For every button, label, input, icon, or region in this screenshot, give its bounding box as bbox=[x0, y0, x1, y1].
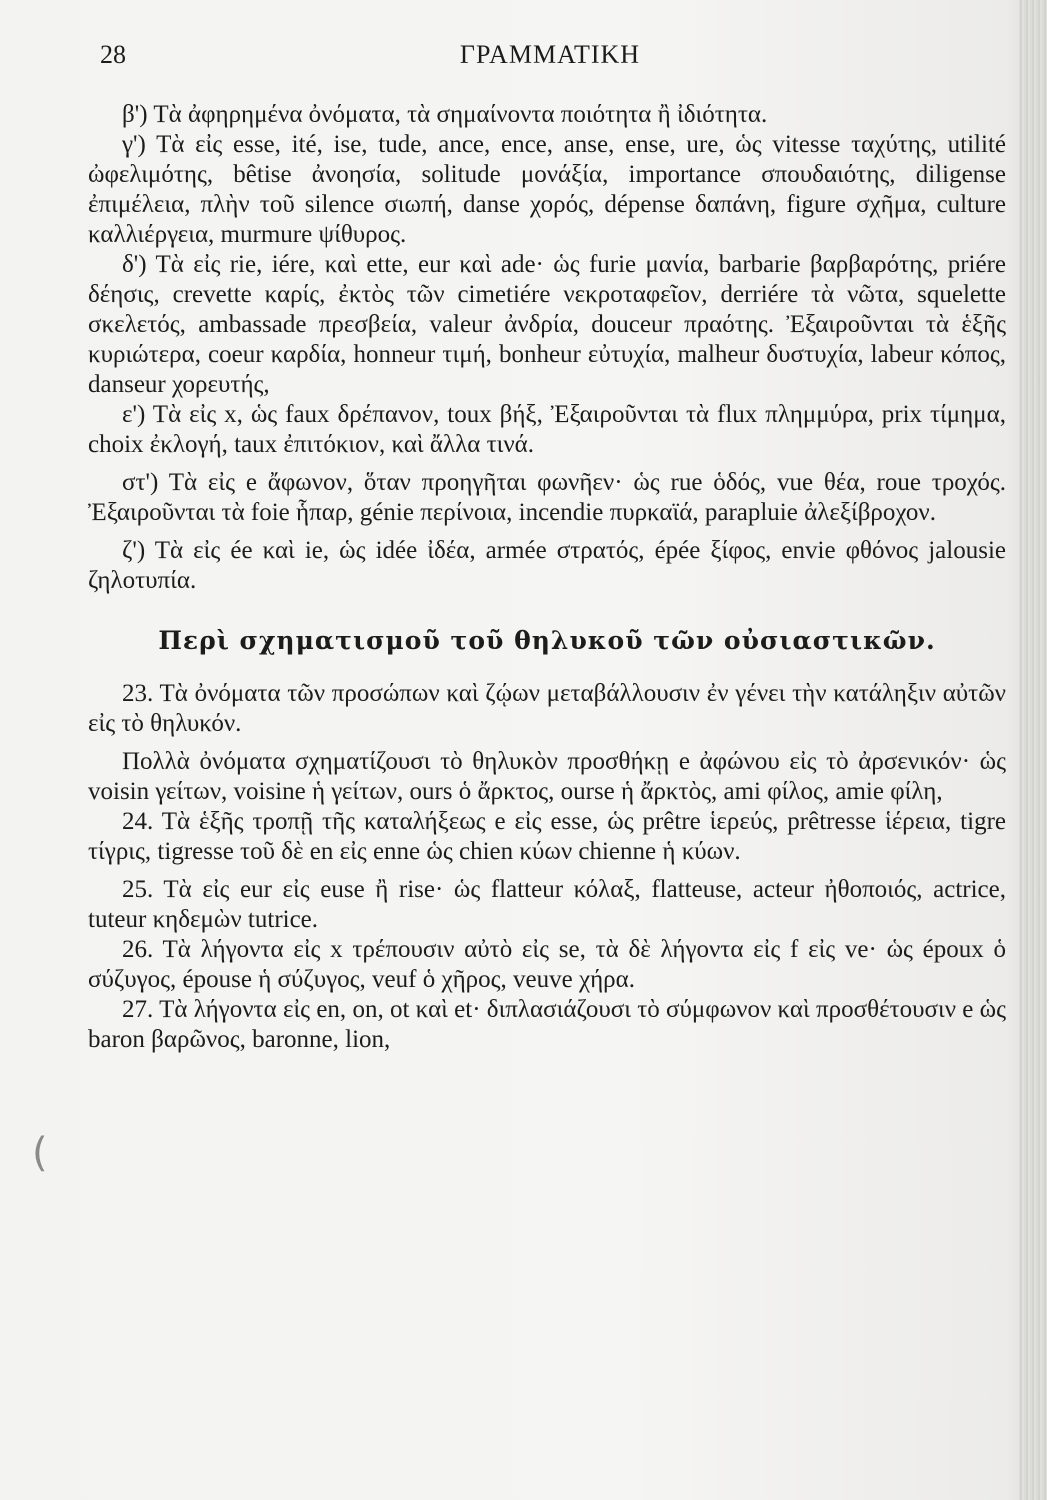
page-body bbox=[88, 100, 1006, 1055]
paragraph-26: 26. Τὰ λήγοντα εἰς x τρέπουσιν αὐτὸ εἰς se, τὰ δὲ λήγοντα εἰς f εἰς ve· ὡς époux ὁ σύζυγος, épouse ἡ σύζυγος, veuf ὁ χῆρος, veuve χήρα. bbox=[88, 936, 1006, 993]
paragraph-zeta: ζ') Τὰ εἰς ée καὶ ie, ὡς idée ἰδέα, armée στρατός, épée ξίφος, envie φθόνος jalousie ζηλοτυπία. bbox=[88, 537, 1006, 594]
paragraph-beta: β') Τὰ ἀφηρημένα ὀνόματα, τὰ σημαίνοντα ποιότητα ἢ ἰδιότητα. bbox=[122, 101, 768, 128]
paragraph-gamma: γ') Τὰ εἰς esse, ité, ise, tude, ance, ence, anse, ense, ure, ὡς vitesse ταχύτης, utilité ὠφελιμότης, bêtise ἀνοησία, solitude μονάξία, importance σπουδαιότης, diligense ἐπιμέλεια, πλὴν τοῦ silence σιωπή, danse χορός, dépense δαπάνη, figure σχῆμα, culture καλλιέργεια, murmure ψίθυρος. bbox=[88, 131, 1006, 248]
page-edge bbox=[1019, 0, 1047, 1500]
section-heading: Περὶ σχηματισμοῦ τοῦ θηλυκοῦ τῶν οὐσιαστικῶν. bbox=[158, 626, 936, 655]
paragraph-epsilon: ε') Τὰ εἰς x, ὡς faux δρέπανον, toux βήξ, Ἐξαιροῦνται τὰ flux πλημμύρα, prix τίμημα, choix ἐκλογή, taux ἐπιτόκιον, καὶ ἄλλα τινά. bbox=[88, 401, 1006, 458]
paragraph-delta: δ') Τὰ εἰς rie, iére, καὶ ette, eur καὶ ade· ὡς furie μανία, barbarie βαρβαρότης, priére δέησις, crevette καρίς, ἐκτὸς τῶν cimetiére νεκροταφεῖον, derriére τὰ νῶτα, squelette σκελετός, ambassade πρεσβεία, valeur ἀνδρία, douceur πραότης. Ἐξαιροῦνται τὰ ἑξῆς κυριώτερα, coeur καρδία, honneur τιμή, bonheur εὐτυχία, malheur δυστυχία, labeur κόπος, danseur χορευτής, bbox=[88, 251, 1006, 398]
page-number: 28 bbox=[100, 40, 126, 69]
paragraph-feminine-rule: Πολλὰ ὀνόματα σχηματίζουσι τὸ θηλυκὸν προσθήκῃ e ἀφώνου εἰς τὸ ἀρσενικόν· ὡς voisin γείτων, voisine ἡ γείτων, ours ὁ ἄρκτος, ourse ἡ ἄρκτὸς, ami φίλος, amie φίλη, bbox=[88, 748, 1006, 805]
running-title: ΓΡΑΜΜΑΤΙΚΗ bbox=[459, 40, 641, 69]
paragraph-24: 24. Τὰ ἑξῆς τροπῇ τῆς καταλήξεως e εἰς esse, ὡς prêtre ἱερεύς, prêtresse ἱέρεια, tigre τίγρις, tigresse τοῦ δὲ en εἰς enne ὡς chien κύων chienne ἡ κύων. bbox=[88, 808, 1006, 865]
margin-mark-icon: ( bbox=[32, 1130, 48, 1176]
paragraph-27: 27. Τὰ λήγοντα εἰς en, on, ot καὶ et· διπλασιάζουσι τὸ σύμφωνον καὶ προσθέτουσιν e ὡς baron βαρῶνος, baronne, lion, bbox=[88, 996, 1006, 1053]
paragraph-stigma: στ') Τὰ εἰς e ἄφωνον, ὅταν προηγῆται φωνῆεν· ὡς rue ὁδός, vue θέα, roue τροχός. Ἐξαιροῦνται τὰ foie ἧπαρ, génie περίνοια, incendie πυρκαϊά, parapluie ἀλεξίβροχον. bbox=[88, 469, 1006, 526]
paragraph-23: 23. Τὰ ὀνόματα τῶν προσώπων καὶ ζῴων μεταβάλλουσιν ἐν γένει τὴν κατάληξιν αὐτῶν εἰς τὸ θηλυκόν. bbox=[88, 680, 1006, 737]
paragraph-25: 25. Τὰ εἰς eur εἰς euse ἢ rise· ὡς flatteur κόλαξ, flatteuse, acteur ἠθοποιός, actrice, tuteur κηδεμὼν tutrice. bbox=[88, 876, 1006, 933]
page-header bbox=[100, 40, 1000, 76]
